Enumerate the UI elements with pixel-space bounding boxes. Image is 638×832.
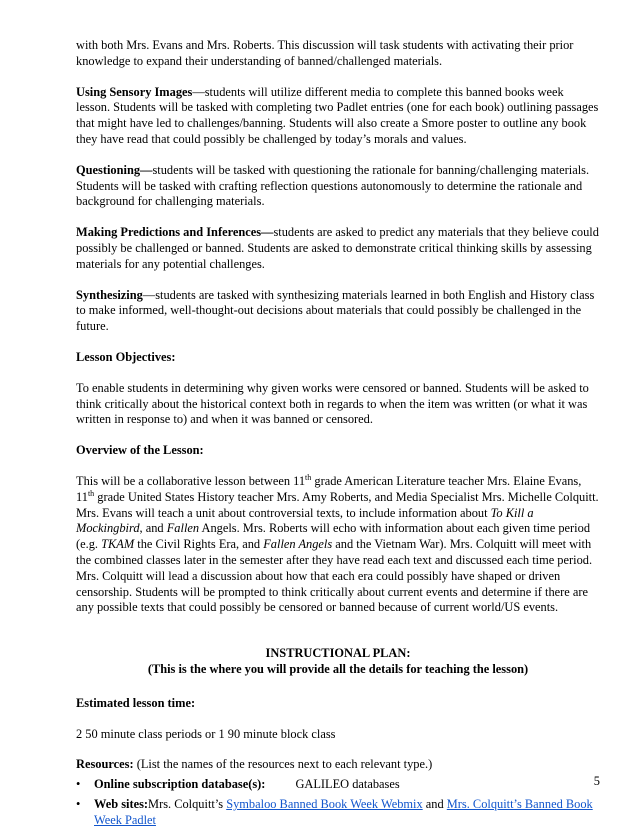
strategy-heading: Using Sensory Images (76, 84, 193, 99)
strategy-heading: Making Predictions and Inferences— (76, 225, 274, 240)
book-title: To Kill a Mockingbird (76, 505, 534, 536)
text-run: , and (139, 521, 167, 536)
symbaloo-link[interactable]: Symbaloo Banned Book Week Webmix (226, 796, 423, 811)
time-heading (76, 696, 600, 712)
intro-paragraph: with both Mrs. Evans and Mrs. Roberts. This discussion will task students with activating their prior knowledge to expand their understanding of banned/challenged materials. (76, 38, 574, 68)
text-run: This will be a collaborative lesson between 11 (76, 473, 306, 488)
strategy-separator: — (142, 287, 156, 302)
time-text: 2 50 minute class periods or 1 90 minute block class (76, 726, 336, 741)
resource-value: GALILEO databases (295, 777, 400, 792)
document-page (76, 38, 600, 832)
strategy-questioning (76, 163, 600, 210)
strategy-text: students will utilize different media to complete this banned books week lesson. Students will be tasked with completing two Padlet entries (one for each book) outlining passages that might have led to challenges/banning. Students will also create a Smore poster to outline any book they have read that could possibly be challenged by today’s morals and values. (76, 84, 599, 146)
plan-subtitle: (This is the where you will provide all the details for teaching the lesson) (147, 661, 529, 676)
section-heading: Resources: (76, 757, 134, 772)
bullet-icon: • (76, 777, 81, 792)
strategy-text: students will be tasked with questioning the rationale for banning/challenging materials. Students will be tasked with crafting reflection questions autonomously to determine the rationale and background for challenging materials. (76, 162, 590, 209)
objectives-heading (76, 350, 600, 366)
page-number: 5 (593, 774, 600, 788)
resources-note: (List the names of the resources next to each relevant type.) (133, 757, 433, 772)
resources-line (76, 757, 600, 773)
objectives-text: To enable students in determining why given works were censored or banned. Students will be asked to think critically about the historical context both in regards to when the item was written (or what it was written in response to) and when it was banned or censored. (76, 380, 589, 427)
strategy-heading: Synthesizing (76, 287, 143, 302)
strategy-predictions (76, 225, 600, 272)
plan-title: INSTRUCTIONAL PLAN: (265, 646, 411, 661)
overview-heading (76, 443, 600, 459)
strategy-sensory-images (76, 85, 600, 148)
text-run: grade United States History teacher Mrs. Amy Roberts, and Media Specialist Mrs. Michelle Colquitt. Mrs. Evans will teach a unit about controversial texts, to include information about (76, 489, 599, 520)
section-heading: Overview of the Lesson: (76, 443, 204, 458)
book-title: TKAM (101, 537, 135, 552)
resources-list (76, 777, 600, 828)
strategy-text: students are tasked with synthesizing materials learned in both English and History class to make informed, well-thought-out decisions about materials that could possibly be challenged in the future. (76, 287, 595, 334)
strategy-text: students are asked to predict any materials that they believe could possibly be challenged or banned. Students are asked to demonstrate critical thinking skills by assessing materials for any potential challenges. (76, 225, 599, 271)
strategy-heading: Questioning— (76, 162, 153, 177)
book-title: Fallen Angels (263, 537, 333, 552)
strategy-separator: — (192, 84, 205, 99)
padlet-link[interactable]: Mrs. Colquitt’s Banned Book Week Padlet (94, 796, 593, 827)
text-run: and the Vietnam War). Mrs. Colquitt will meet with the combined classes later in the semester after they have read each text and discussed each time period. Mrs. Colquitt will lead a discussion about how that each era could possibly have shaped or driven censorship. Students will be prompted to think critically about current events and determine if there are any possible texts that could possibly be censored or banned because of current world/US events. (76, 537, 593, 615)
section-heading: Lesson Objectives: (76, 349, 176, 364)
superscript: th (87, 488, 95, 498)
book-title: Fallen (166, 521, 200, 536)
resource-value: Mrs. Colquitt’s (148, 796, 227, 811)
resource-label: Web sites: (94, 796, 149, 811)
list-item (76, 797, 600, 829)
section-heading: Estimated lesson time: (76, 695, 196, 710)
resource-label: Online subscription database(s): (94, 777, 266, 792)
text-run: the Civil Rights Era, and (134, 537, 264, 552)
strategy-synthesizing (76, 288, 600, 335)
superscript: th (305, 472, 312, 482)
list-item (76, 777, 600, 793)
bullet-icon: • (76, 796, 81, 811)
text-run: and (422, 796, 447, 811)
instructional-plan-heading (76, 646, 600, 678)
text-run: Angels. Mrs. Roberts will echo with information about each given time period (e.g. (76, 521, 591, 552)
overview-text (76, 474, 600, 616)
text-run: grade American Literature teacher Mrs. Elaine Evans, 11 (76, 473, 582, 504)
